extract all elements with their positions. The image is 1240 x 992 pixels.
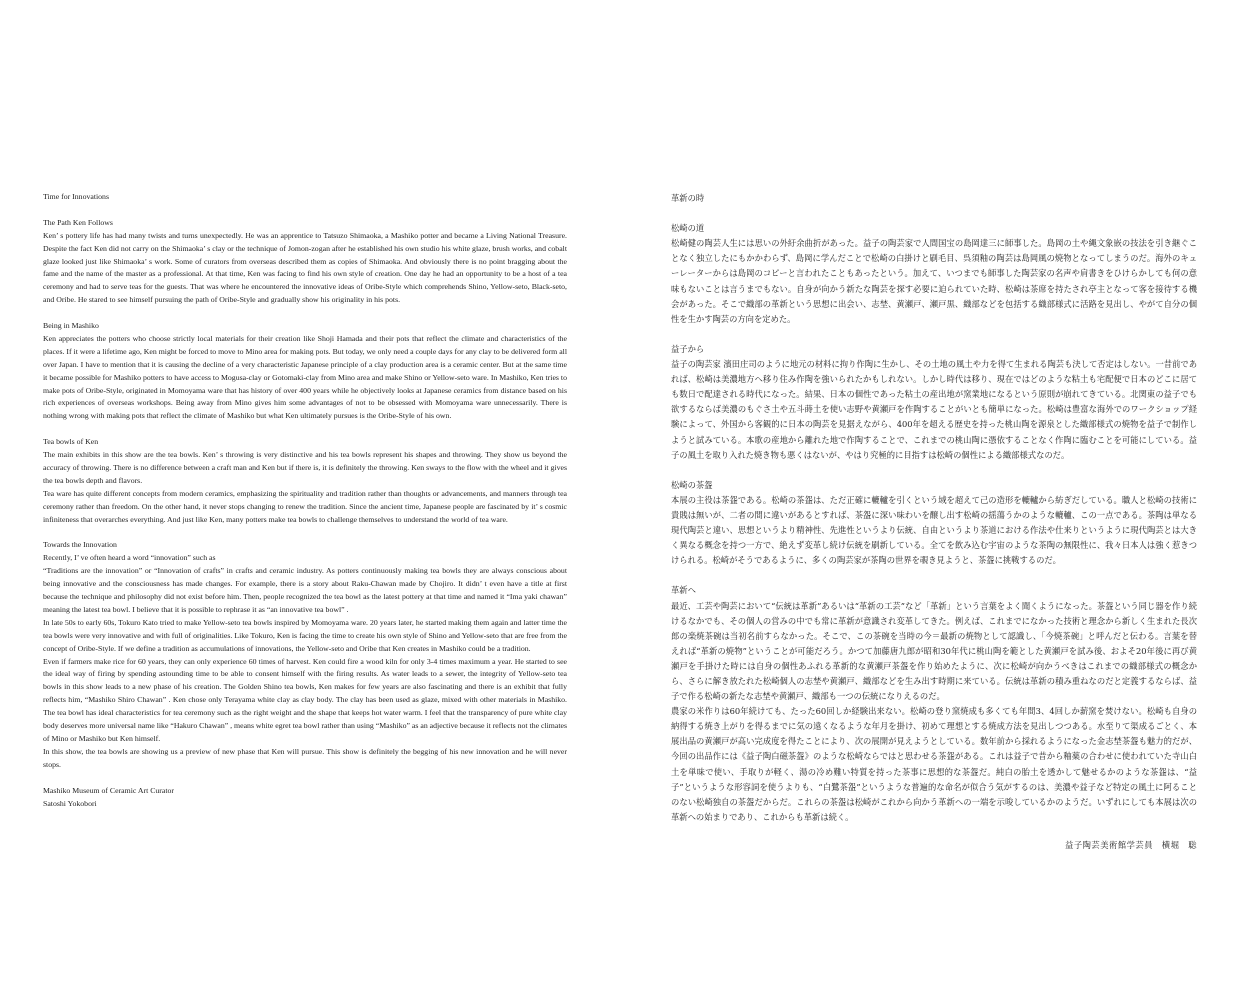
- paragraph: 松崎健の陶芸人生には思いの外紆余曲折があった。益子の陶芸家で人間国宝の島岡達三に師事した。島岡の土や縄文象嵌の技法を引き継ぐことなく独立したにもかかわらず、島岡に学んだことで松崎の白掛けと刷毛目、呉須釉の陶芸は島岡風の焼物となってしまうのだ。海外のキューレーターからは島岡のコピーと言われたこともあったという。加えて、いつまでも師事した陶芸家の名声や肩書きをひけらかしても何の意味もないことは言うまでもない。自身が向かう新たな陶芸を探す必要に迫られていた時、松崎は茶席を持たされ亭主となって客を接待する機会があった。そこで織部の革新という思想に出会い、志埜、黄瀬戸、瀬戸黒、織部などを包括する織部様式に活路を見出し、やがて自分の個性を生かす陶芸の方向を定めた。: [671, 238, 1197, 324]
- paragraph: 本展の主役は茶盌である。松崎の茶盌は、ただ正確に轆轤を引くという域を超えて己の造形を轆轤から紡ぎだしている。職人と松崎の技術に貴賎は無いが、二者の間に違いがあるとすれば、茶盌に深い味わいを醸し出す松崎の揺蕩うかのような轆轤、この一点である。茶陶は単なる現代陶芸と違い、思想というより精神性、先進性というより伝統、自由というより茶道における作法や仕来りというように現代陶芸とは大きく異なる概念を持つ一方で、絶えず変革し続け伝統を刷新している。全てを飲み込む宇宙のような茶陶の無限性に、我々日本人は強く惹きつけられる。松崎がそうであるように、多くの陶芸家が茶陶の世界を覗き見ようと、茶盌に挑戦するのだ。: [671, 494, 1197, 566]
- paragraph: Recently, I’ ve often heard a word “innovation” such as: [43, 553, 216, 563]
- section-tea-bowls-of-ken: [43, 436, 567, 526]
- section-being-in-mashiko: [43, 320, 567, 423]
- paragraph: The main exhibits in this show are the tea bowls. Ken’ s throwing is very distinctive and his tea bowls represent his shapes and throwing. They show us beyond the accuracy of throwing. There is no difference between a craft man and Ken but if there is, it is definitely the throwing. Ken sways to the flow with the wheel and it gives the tea bowls depth and flavors.: [43, 450, 567, 485]
- japanese-essay: [671, 191, 1197, 853]
- section-heading: 益子から: [671, 343, 705, 354]
- essay-title-jp: 革新の時: [671, 193, 705, 203]
- english-essay: [43, 191, 567, 810]
- signature-jp: 益子陶芸美術館学芸員 横堀 聡: [1065, 839, 1197, 850]
- paragraph: Ken’ s pottery life has had many twists and turns unexpectedly. He was an apprentice to Tatsuzo Shimaoka, a Mashiko potter and became a Living National Treasure. Despite the fact Ken did not carry on the Shimaoka’ s clay or the technique of Jomon-zogan after he established his own studio his white glaze, brush works, and cobalt glaze looked just like Shimaoka’ s work. Some of curators from overseas described them as copies of Shimaoka. And obviously there is no point bragging about the fame and the name of the master as a professional. At that time, Ken was facing to find his own style of creation. One day he had an opportunity to be a host of a tea ceremony and had to serve teas for the guests. That was where he encountered the innovative ideas of Oribe-Style which comprehends Shino, Yellow-seto, Black-seto, and Oribe. He stared to see himself pursuing the path of Oribe-Style and gradually show his originality in his pots.: [43, 230, 567, 305]
- section-matsuzaki-path: [671, 221, 1197, 327]
- section-heading: 松崎の茶盌: [671, 479, 713, 490]
- curator-name: Satoshi Yokobori: [43, 798, 97, 808]
- section-heading: The Path Ken Follows: [43, 217, 113, 227]
- paragraph: In this show, the tea bowls are showing us a preview of new phase that Ken will pursue. This show is definitely the begging of his new innovation and he will never stops.: [43, 746, 567, 769]
- paragraph: Even if farmers make rice for 60 years, they can only experience 60 times of harvest. Ken could fire a wood kiln for only 3-4 times maximum a year. He started to see the ideal way of firing by spending astounding time to be able to consent himself with the firing results. As water leads to a sewer, the integrity of Yellow-seto tea bowls in this show leads to a new phase of his creation. The Golden Shino tea bowls, Ken makes for few years are also fascinating and there is an exhibit that fully reflects him, “Mashiko Shiro Chawan” . Ken chose only Terayama white clay as clay body. The clay has been used as glaze, mixed with other materials in Mashiko. The tea bowl has ideal characteristics for tea ceremony such as the right weight and the shape that keeps hot water warm. I feel that the transparency of pure white clay body deserves more universal name like “Hakuro Chawan” , means white egret tea bowl rather than using “Mashiko” as an adjective because it reflects not the climates of Mino or Mashiko but Ken himself.: [43, 656, 567, 743]
- paragraph: In late 50s to early 60s, Tokuro Kato tried to make Yellow-seto tea bowls inspired by Momoyama ware. 20 years later, he started making them again and latter time the tea bowls were very innovative and with full of originalities. Like Tokuro, Ken is facing the time to create his own style of Shino and Yellow-seto that are free from the concept of Oribe-Style. If we define a tradition as accumulations of innovations, the Yellow-seto and Oribe that Ken creates in Mashiko could be a tradition.: [43, 617, 567, 653]
- paragraph: 最近、工芸や陶芸において“伝統は革新”あるいは“革新の工芸”など「革新」という言葉をよく聞くようになった。茶盌という同じ器を作り続けるなかでも、その個人の営みの中でも常に革新が意識され変革してきた。例えば、これまでになかった技術と理念から新しく生まれた長次郎の楽焼茶碗は当初名前すらなかった。そこで、この茶碗を当時の今＝最新の焼物として認識し、「今焼茶碗」と呼んだと伝わる。言葉を替えれば“革新の焼物”ということが可能だろう。かつて加藤唐九郎が昭和30年代に桃山陶を範とした黄瀬戸を試み後、およそ20年後に再び黄瀬戸を手掛けた時には自身の個性あふれる革新的な黄瀬戸茶盌を作り始めたように、次に松崎が向かうべきはこれまでの織部様式の概念から、さらに解き放たれた松崎個人の志埜や黄瀬戸、織部などを生み出す時期に来ている。伝統は革新の積み重ねなのだと定義するならば、益子で作る松崎の新たな志埜や黄瀬戸、織部も一つの伝統になりえるのだ。: [671, 600, 1197, 702]
- section-from-mashiko: [671, 342, 1197, 463]
- essay-title-en: Time for Innovations: [43, 192, 109, 201]
- section-path-ken-follows: [43, 217, 567, 307]
- section-towards-innovation: [43, 539, 567, 771]
- paragraph: 農家の米作りは60年続けても、たった60回しか経験出来ない。松崎の登り窯焼成も多くても年間3、4回しか薪窯を焚けない。松崎も自身の納得する焼き上がりを得るまでに気の遠くなるような年月を掛け、初めて理想とする焼成方法を見出しつつある。水至りて渠成るごとく、本展出品の黄瀬戸が高い完成度を得たことにより、次の展開が見えようとしている。数年前から採れるようになった金志埜茶盌も魅力的だが、今回の出品作には《益子陶白磁茶盌》のような松崎ならではと思わせる茶盌がある。これは益子で昔から釉薬の合わせに使われていた寺山白土を単味で使い、手取りが軽く、湯の冷め難い特質を持った茶事に思想的な茶盌だ。純白の胎土を透かして魅せるかのような茶盌は、“益子”というような形容詞を使うよりも、“白鷺茶盌”というような普遍的な命名が似合う気がするのは、美濃や益子など特定の風土に阿ることのない松崎独自の茶盌だからだ。これらの茶盌は松崎がこれから向かう革新への一端を示唆しているかのようだ。いずれにしても本展は次の革新への始まりであり、これからも革新は続く。: [671, 706, 1197, 822]
- signature-en: [43, 785, 567, 811]
- paragraph: 益子の陶芸家 濱田庄司のように地元の材料に拘り作陶に生かし、その土地の風土や力を得て生まれる陶芸も決して否定はしない。一昔前であれば、松崎は美濃地方へ移り住み作陶を強いられたかもしれない。しかし時代は移り、現在ではどのような粘土も宅配便で日本のどこに居ても数日で配達される時代になった。結果、日本の個性であった粘土の産出地が窯業地になるという原則が崩れてきている。北関東の益子でも欲するならば美濃のもぐさ土や五斗蒔土を使い志野や黄瀬戸を作陶することがいとも簡単になった。松崎は豊富な海外でのワークショップ経験によって、外国から客観的に日本の陶芸を見据えながら、400年を超える歴史を持った桃山陶を源泉とした織部様式の焼物を益子で制作しようと試みている。本歌の産地から離れた地で作陶することで、これまでの桃山陶に憑依することなく作陶に臨むことを可能にしている。益子の風土を取り入れた焼き物も悪くはないが、やはり究極的に目指すは松崎の個性による織部様式なのだ。: [671, 359, 1197, 460]
- section-heading: Being in Mashiko: [43, 321, 99, 331]
- section-matsuzaki-tea-bowls: [671, 478, 1197, 569]
- curator-title: Mashiko Museum of Ceramic Art Curator: [43, 785, 175, 795]
- paragraph: Tea ware has quite different concepts from modern ceramics, emphasizing the spirituality and tradition rather than thoughts or advancements, and manners through tea ceremony rather than freedom. On the other hand, it never stops changing to renew the tradition. Since the ancient time, Japanese people are fascinated by it’ s cosmic infiniteness that overarches everything. And just like Ken, many potters make tea bowls to challenge themselves to understand the world of tea ware.: [43, 488, 567, 524]
- paragraph: Ken appreciates the potters who choose strictly local materials for their creation like Shoji Hamada and their pots that reflect the climate and characteristics of the places. If it were a lifetime ago, Ken might be forced to move to Mino area for making pots. But today, we only need a couple days for any clay to be delivered form all over Japan. I have to mention that it is causing the decline of a very characteristic Japanese principle of a clay production area is a ceramic center. But at the same time it became possible for Mashiko potters to have access to Mogusa-clay or Gotomaki-clay from Mino area and make Shino or Yellow-seto ware. In Mashiko, Ken tries to make pots of Oribe-Style, originated in Momoyama ware that has history of over 400 years while he objectively looks at Japanese ceramics from distance based on his rich experiences of overseas workshops. Being away from Mino gives him some advantages of not to be obsessed with Momoyama ware unnecessarily. There is nothing wrong with making pots that reflect the climate of Mashiko but what Ken ultimately pursues is the Oribe-Style of his own.: [43, 333, 567, 421]
- section-heading: Tea bowls of Ken: [43, 437, 99, 447]
- section-toward-innovation-jp: [671, 583, 1197, 825]
- section-heading: 松崎の道: [671, 223, 705, 234]
- section-heading: 革新へ: [671, 585, 696, 596]
- section-heading: Towards the Innovation: [43, 540, 117, 550]
- paragraph: “Traditions are the innovation” or “Innovation of crafts” in crafts and ceramic industry. As potters continuously making tea bowls they are always conscious about being innovative and the consciousness has made changes. For example, there is a story about Raku-Chawan made by Chojiro. It didn’ t even have a title at first because the technique and philosophy did not exist before him. Then, people recognized the tea bowl as the latest pottery at that time and named it “Ima yaki chawan” meaning the latest tea bowl. I believe that it is possible to rephrase it as “an innovative tea bowl” .: [43, 566, 567, 614]
